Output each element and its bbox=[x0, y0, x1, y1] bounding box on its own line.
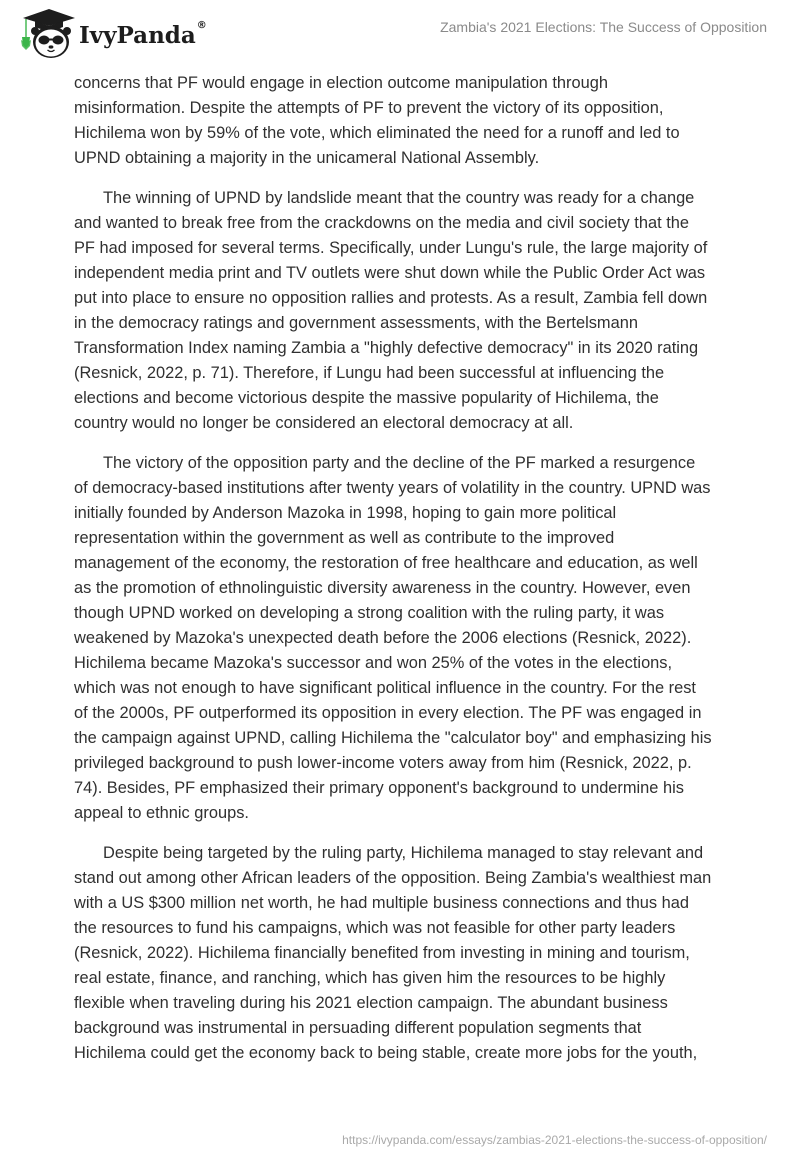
page-header bbox=[0, 0, 800, 64]
essay-body bbox=[74, 71, 774, 1081]
text-line: The victory of the opposition party and the decline of the PF marked a resurgence bbox=[103, 454, 696, 472]
logo-wordmark: IvyPanda bbox=[79, 21, 196, 49]
text-line: the resources to fund his campaigns, which was not feasible for other party leaders bbox=[74, 919, 676, 937]
text-line: (Resnick, 2022, p. 71). Therefore, if Lungu had been successful at influencing the bbox=[74, 364, 665, 382]
text-line: though UPND worked on developing a strong coalition with the ruling party, it was bbox=[74, 604, 665, 622]
text-line: representation within the government as well as contribute to the improved bbox=[74, 529, 615, 547]
footer-url[interactable]: https://ivypanda.com/essays/zambias-2021-elections-the-success-of-opposition/ bbox=[342, 1133, 767, 1147]
text-line: UPND obtaining a majority in the unicameral National Assembly. bbox=[74, 149, 540, 167]
text-line: of the 2000s, PF outperformed its opposition in every election. The PF was engaged in bbox=[74, 704, 702, 722]
logo-text bbox=[79, 19, 207, 49]
text-line: of democracy-based institutions after twenty years of volatility in the country. UPND was bbox=[74, 479, 711, 497]
text-line: background was instrumental in persuading different population segments that bbox=[74, 1019, 642, 1037]
text-line: Hichilema became Mazoka's successor and won 25% of the votes in the elections, bbox=[74, 654, 673, 672]
text-line: concerns that PF would engage in election outcome manipulation through bbox=[74, 74, 608, 92]
text-line: country would no longer be considered an electoral democracy at all. bbox=[74, 414, 574, 432]
text-line: weakened by Mazoka's unexpected death before the 2006 elections (Resnick, 2022). bbox=[74, 629, 692, 647]
text-line: privileged background to push lower-income voters away from him (Resnick, 2022, p. bbox=[74, 754, 692, 772]
text-line: Hichilema won by 59% of the vote, which eliminated the need for a runoff and led to bbox=[74, 124, 680, 142]
text-line: (Resnick, 2022). Hichilema financially benefited from investing in mining and tourism, bbox=[74, 944, 690, 962]
text-line: which was not enough to have significant political influence in the country. For the rest bbox=[74, 679, 696, 697]
essay-paragraph bbox=[74, 841, 774, 1066]
text-line: put into place to ensure no opposition rallies and protests. As a result, Zambia fell down bbox=[74, 289, 708, 307]
text-line: Despite being targeted by the ruling party, Hichilema managed to stay relevant and bbox=[103, 844, 704, 862]
text-line: real estate, finance, and ranching, which has given him the resources to be highly bbox=[74, 969, 666, 987]
text-line: appeal to ethnic groups. bbox=[74, 804, 249, 822]
essay-paragraph bbox=[74, 71, 774, 171]
text-line: with a US $300 million net worth, he had multiple business connections and thus had bbox=[74, 894, 690, 912]
text-line: Hichilema could get the economy back to being stable, create more jobs for the youth, bbox=[74, 1044, 698, 1062]
text-line: the campaign against UPND, calling Hichilema the "calculator boy" and emphasizing his bbox=[74, 729, 712, 747]
text-line: and wanted to break free from the crackdowns on the media and civil society that the bbox=[74, 214, 689, 232]
text-line: PF had imposed for several terms. Specifically, under Lungu's rule, the large majority of bbox=[74, 239, 708, 257]
text-line: flexible when traveling during his 2021 election campaign. The abundant business bbox=[74, 994, 668, 1012]
ivypanda-logo[interactable] bbox=[17, 7, 207, 59]
text-line: independent media print and TV outlets were shut down while the Public Order Act was bbox=[74, 264, 706, 282]
essay-paragraph bbox=[74, 451, 774, 826]
panda-graduate-icon bbox=[17, 7, 77, 59]
registered-mark: ® bbox=[196, 19, 207, 31]
text-line: stand out among other African leaders of the opposition. Being Zambia's wealthiest man bbox=[74, 869, 712, 887]
text-line: initially founded by Anderson Mazoka in 1998, hoping to gain more political bbox=[74, 504, 617, 522]
text-line: The winning of UPND by landslide meant that the country was ready for a change bbox=[103, 189, 695, 207]
document-title: Zambia's 2021 Elections: The Success of Opposition bbox=[440, 19, 767, 35]
text-line: elections and become victorious despite the massive popularity of Hichilema, the bbox=[74, 389, 659, 407]
text-line: in the democracy ratings and government assessments, with the Bertelsmann bbox=[74, 314, 638, 332]
essay-paragraph bbox=[74, 186, 774, 436]
text-line: 74). Besides, PF emphasized their primary opponent's background to undermine his bbox=[74, 779, 684, 797]
text-line: Transformation Index naming Zambia a "highly defective democracy" in its 2020 rating bbox=[74, 339, 699, 357]
text-line: management of the economy, the restoration of free healthcare and education, as well bbox=[74, 554, 698, 572]
text-line: misinformation. Despite the attempts of PF to prevent the victory of its opposition, bbox=[74, 99, 664, 117]
text-line: as the promotion of ethnolinguistic diversity awareness in the country. However, even bbox=[74, 579, 691, 597]
